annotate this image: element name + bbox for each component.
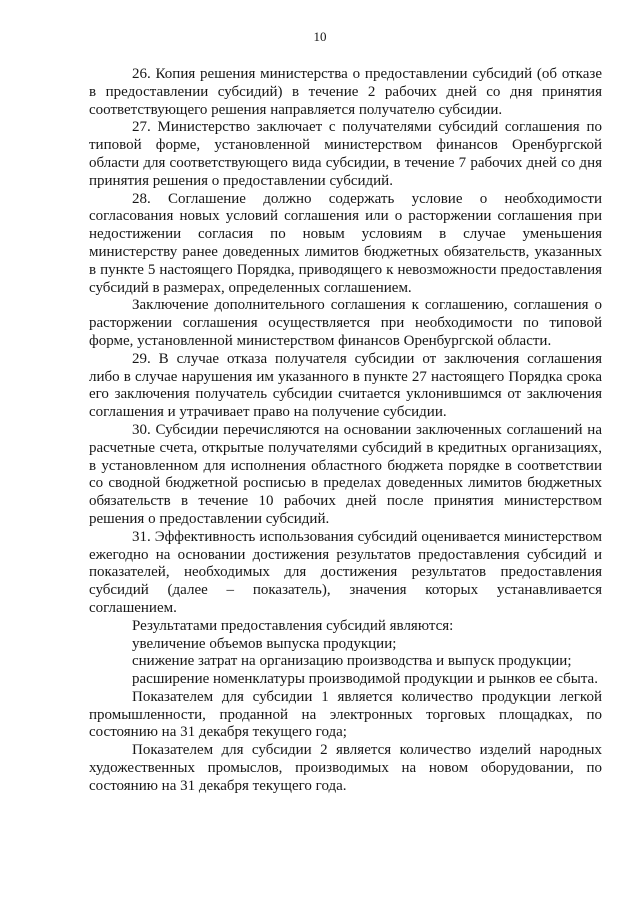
paragraph-31: 31. Эффективность использования субсидий оценивается министерством ежегодно на основании достижения результатов предоставления субсидий и показателей, необходимых для достижения результатов предоставления субсидий (далее – показатель), значения которых устанавливается соглашением.: [89, 528, 602, 616]
results-intro: Результатами предоставления субсидий являются:: [132, 617, 454, 634]
result-item-1: увеличение объемов выпуска продукции;: [132, 635, 397, 652]
indicator-subsidy-2: Показателем для субсидии 2 является количество изделий народных художественных промыслов, производимых на новом оборудовании, по состоянию на 31 декабря текущего года.: [89, 742, 602, 794]
document-body: [89, 66, 602, 796]
page-number: 10: [313, 29, 327, 44]
result-item-3: расширение номенклатуры производимой продукции и рынков ее сбыта.: [132, 671, 598, 688]
paragraph-26: 26. Копия решения министерства о предоставлении субсидий (об отказе в предоставлении субсидий) в течение 2 рабочих дней со дня принятия соответствующего решения направляется получателю субсидии.: [89, 66, 602, 118]
paragraph-27: 27. Министерство заключает с получателями субсидий соглашения по типовой форме, установленной министерством финансов Оренбургской области для соответствующего вида субсидии, в течение 7 рабочих дней со дня принятия решения о предоставлении субсидий.: [89, 119, 602, 189]
paragraph-30: 30. Субсидии перечисляются на основании заключенных соглашений на расчетные счета, открытые получателями субсидий в кредитных организациях, в установленном для исполнения областного бюджета порядке в соответствии со сводной бюджетной росписью в пределах доведенных лимитов бюджетных обязательств в течение 10 рабочих дней после принятия министерством решения о предоставлении субсидий.: [89, 421, 602, 527]
paragraph-28: 28. Соглашение должно содержать условие о необходимости согласования новых условий соглашения или о расторжении соглашения при недостижении согласия по новым условиям в случае уменьшения министерству ранее доведенных лимитов бюджетных обязательств, указанных в пункте 5 настоящего Порядка, приводящего к невозможности предоставления субсидий в размерах, определенных соглашением.: [89, 190, 602, 296]
paragraph-28-additional: Заключение дополнительного соглашения к соглашению, соглашения о расторжении соглашения осуществляется при необходимости по типовой форме, установленной министерством финансов Оренбургской области.: [89, 297, 602, 349]
result-item-2: снижение затрат на организацию производства и выпуск продукции;: [132, 653, 572, 670]
indicator-subsidy-1: Показателем для субсидии 1 является количество продукции легкой промышленности, проданной на электронных торговых площадках, по состоянию на 31 декабря текущего года;: [89, 688, 602, 741]
paragraph-29: 29. В случае отказа получателя субсидии от заключения соглашения либо в случае нарушения им указанного в пункте 27 настоящего Порядка срока его заключения получатель субсидии считается уклонившимся от заключения соглашения и утрачивает право на получение субсидии.: [89, 350, 602, 421]
